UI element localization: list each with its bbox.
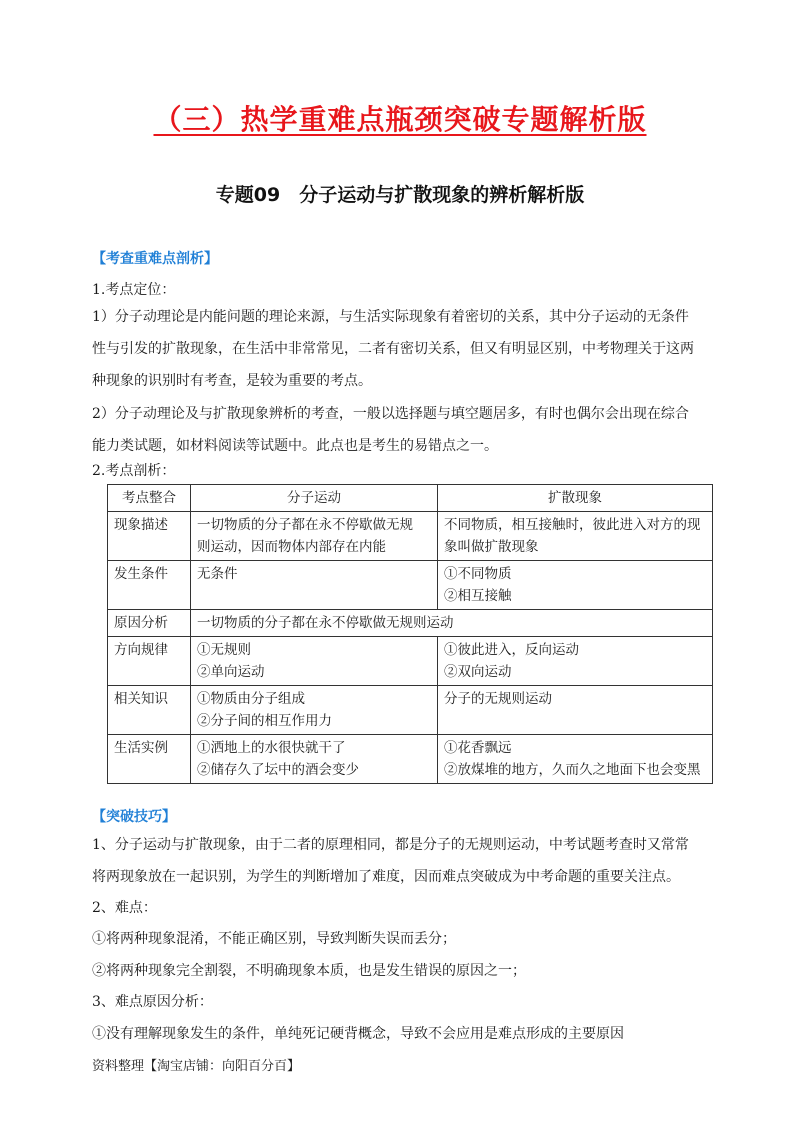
section-heading-tips: 【突破技巧】	[92, 809, 176, 825]
cell-line: ①物质由分子组成	[197, 691, 305, 707]
molecular-motion-cell	[191, 686, 438, 735]
cell-line: ①洒地上的水很快就干了	[197, 740, 346, 756]
section-heading-analysis: 【考查重难点剖析】	[92, 251, 218, 267]
table-header-cell: 考点整合	[108, 485, 191, 512]
table-row	[108, 610, 713, 637]
cell-line: 不同物质，相互接触时，彼此进入对方的现	[444, 517, 701, 533]
cell-line: 无条件	[197, 566, 238, 582]
table-row	[108, 735, 713, 784]
molecular-motion-cell	[191, 637, 438, 686]
diffusion-cell	[438, 561, 713, 610]
document-title: （三）热学重难点瓶颈突破专题解析版	[153, 103, 647, 136]
paragraph-1-line-2: 性与引发的扩散现象，在生活中非常常见，二者有密切关系，但又有明显区别，中考物理关于这两	[92, 341, 694, 357]
diffusion-cell	[438, 735, 713, 784]
item-1-label: 1.考点定位：	[92, 282, 176, 298]
tips-paragraph-1-line-2: 将两现象放在一起识别，为学生的判断增加了难度，因而难点突破成为中考命题的重要关注点。	[92, 869, 680, 885]
molecular-motion-cell	[191, 561, 438, 610]
tips-cause-label: 3、难点原因分析：	[92, 994, 213, 1010]
cell-line: ②单向运动	[197, 664, 265, 680]
molecular-motion-cell	[191, 512, 438, 561]
row-key-cell: 原因分析	[108, 610, 191, 637]
item-2-label: 2.考点剖析：	[92, 463, 176, 479]
cell-line: ②双向运动	[444, 664, 512, 680]
cell-line: ②放煤堆的地方，久而久之地面下也会变黑	[444, 762, 701, 778]
diffusion-cell	[438, 637, 713, 686]
table-row	[108, 512, 713, 561]
cell-line: 一切物质的分子都在永不停歇做无规	[197, 517, 413, 533]
cell-line: ①不同物质	[444, 566, 512, 582]
row-key-cell: 方向规律	[108, 637, 191, 686]
merged-cell: 一切物质的分子都在永不停歇做无规则运动	[191, 610, 713, 637]
table-row	[108, 637, 713, 686]
tips-difficulty-label: 2、难点：	[92, 900, 157, 916]
paragraph-2-line-2: 能力类试题，如材料阅读等试题中。此点也是考生的易错点之一。	[92, 438, 498, 454]
molecular-motion-cell	[191, 735, 438, 784]
cell-line: ①无规则	[197, 642, 251, 658]
cell-line: 分子的无规则运动	[444, 691, 552, 707]
diffusion-cell	[438, 512, 713, 561]
tips-paragraph-1-line-1: 1、分子运动与扩散现象，由于二者的原理相同，都是分子的无规则运动，中考试题考查时又常常	[92, 837, 689, 853]
table-row	[108, 561, 713, 610]
cell-line: ②分子间的相互作用力	[197, 713, 332, 729]
cell-line: ①彼此进入，反向运动	[444, 642, 579, 658]
comparison-table	[107, 484, 713, 784]
table-row	[108, 686, 713, 735]
row-key-cell: 现象描述	[108, 512, 191, 561]
document-subtitle: 专题09 分子运动与扩散现象的辨析解析版	[215, 184, 585, 206]
footer-source: 资料整理【淘宝店铺：向阳百分百】	[92, 1059, 301, 1074]
table-header-cell: 扩散现象	[438, 485, 713, 512]
row-key-cell: 相关知识	[108, 686, 191, 735]
table-header-cell: 分子运动	[191, 485, 438, 512]
diffusion-cell	[438, 686, 713, 735]
cell-line: 则运动，因而物体内部存在内能	[197, 539, 386, 555]
row-key-cell: 生活实例	[108, 735, 191, 784]
cell-line: ②储存久了坛中的酒会变少	[197, 762, 359, 778]
paragraph-2-line-1: 2）分子动理论及与扩散现象辨析的考查，一般以选择题与填空题居多，有时也偶尔会出现在综合	[92, 406, 689, 422]
cell-line: 象叫做扩散现象	[444, 539, 539, 555]
tips-difficulty-2: ②将两种现象完全割裂，不明确现象本质，也是发生错误的原因之一；	[92, 963, 526, 979]
paragraph-1-line-3: 种现象的识别时有考查，是较为重要的考点。	[92, 373, 372, 389]
tips-difficulty-1: ①将两种现象混淆，不能正确区别，导致判断失误而丢分；	[92, 931, 456, 947]
row-key-cell: 发生条件	[108, 561, 191, 610]
tips-cause-1: ①没有理解现象发生的条件，单纯死记硬背概念，导致不会应用是难点形成的主要原因	[92, 1026, 624, 1042]
cell-line: ①花香飘远	[444, 740, 512, 756]
table-header-row	[108, 485, 713, 512]
paragraph-1-line-1: 1）分子动理论是内能问题的理论来源，与生活实际现象有着密切的关系，其中分子运动的无条件	[92, 309, 689, 325]
cell-line: ②相互接触	[444, 588, 512, 604]
